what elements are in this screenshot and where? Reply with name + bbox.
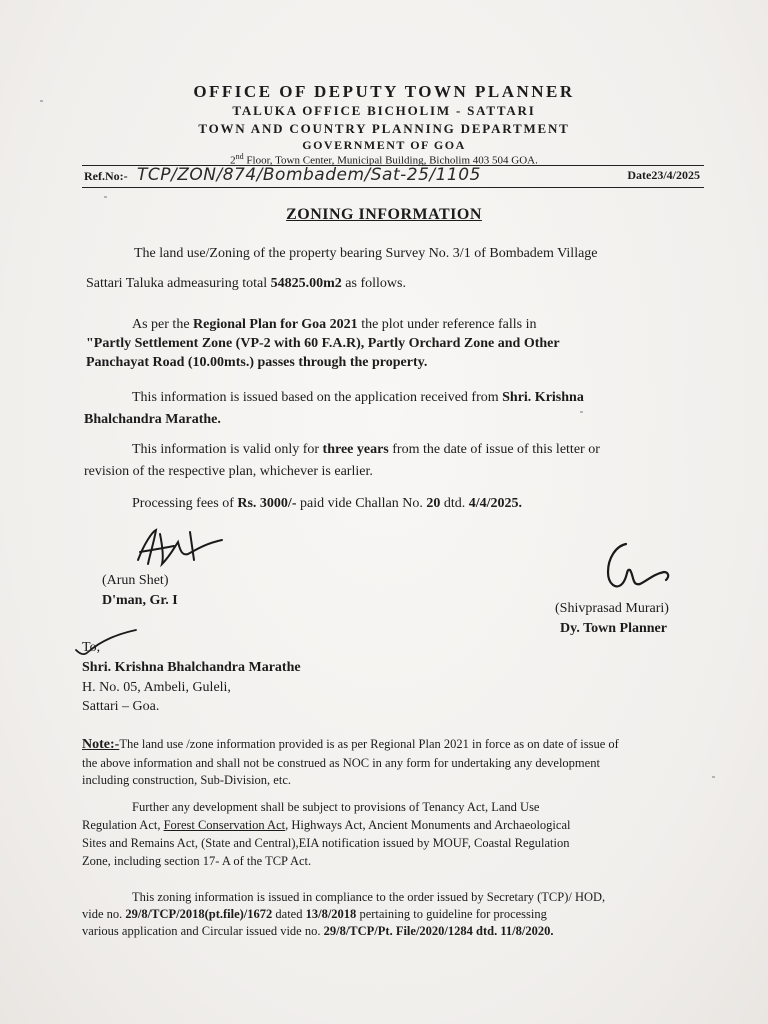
right-signatory-name: (Shivprasad Murari)	[555, 601, 669, 616]
ref-label: Ref.No:-	[84, 169, 128, 183]
para3-line1	[132, 391, 584, 405]
floor-number: 2	[230, 154, 236, 167]
para3-text: This information is issued based on the application received from	[132, 390, 503, 405]
further-line4: Zone, including section 17- A of the TCP Act.	[82, 854, 312, 868]
para2-line3: Panchayat Road (10.00mts.) passes through the property.	[86, 355, 428, 370]
note-line2: the above information and shall not be construed as NOC in any form for undertaking any development	[82, 756, 600, 770]
date-label: Date	[627, 168, 652, 182]
further-line3: Sites and Remains Act, (State and Central),EIA notification issued by MOUF, Coastal Regulation	[82, 836, 570, 850]
para2-line2: "Partly Settlement Zone (VP-2 with 60 F.A.R), Partly Orchard Zone and Other	[86, 336, 560, 351]
note-line1	[82, 737, 619, 753]
ref-number: TCP/ZON/874/Bombadem/Sat-25/1105	[137, 165, 481, 185]
taluka-office: TALUKA OFFICE BICHOLIM - SATTARI	[232, 103, 536, 118]
signature-shivprasad-murari	[596, 540, 676, 600]
area-value: 54825.00m2	[270, 276, 342, 291]
further-text-end: , Highways Act, Ancient Monuments and Archaeological	[285, 818, 571, 832]
applicant-name-part1: Shri. Krishna	[502, 390, 584, 405]
circular-number: 29/8/TCP/Pt. File/2020/1284 dtd. 11/8/2020.	[323, 924, 554, 938]
left-signatory-name: (Arun Shet)	[102, 573, 169, 588]
recipient-address-line1: H. No. 05, Ambeli, Guleli,	[82, 680, 231, 695]
compliance-line1: This zoning information is issued in compliance to the order issued by Secretary (TCP)/ HOD,	[132, 890, 606, 904]
document-title: ZONING INFORMATION	[286, 206, 482, 223]
office-title: OFFICE OF DEPUTY TOWN PLANNER	[193, 82, 575, 101]
recipient-name: Shri. Krishna Bhalchandra Marathe	[82, 660, 301, 675]
address-text: Floor, Town Center, Municipal Building, Bicholim 403 504 GOA.	[246, 154, 538, 167]
challan-date: 4/4/2025.	[468, 496, 523, 511]
fees-text: Processing fees of	[132, 496, 238, 511]
fees-line	[132, 497, 522, 511]
forest-act-underlined: Forest Conservation Act	[163, 818, 286, 832]
right-signatory-designation: Dy. Town Planner	[560, 621, 667, 636]
para1-line2	[86, 277, 406, 291]
compliance-line2	[82, 907, 547, 922]
order-number: 29/8/TCP/2018(pt.file)/1672	[125, 907, 273, 921]
left-signatory-designation: D'man, Gr. I	[102, 593, 178, 608]
para4-text-end: from the date of issue of this letter or	[388, 442, 600, 457]
para1-text-end: as follows.	[341, 276, 406, 291]
reference-bar	[82, 165, 704, 188]
ref-date	[627, 168, 700, 183]
order-date: 13/8/2018	[305, 907, 357, 921]
scan-speck	[580, 411, 583, 413]
regional-plan: Regional Plan for Goa 2021	[193, 317, 358, 332]
floor-suffix: nd	[235, 152, 244, 161]
further-line1: Further any development shall be subject to provisions of Tenancy Act, Land Use	[132, 800, 540, 814]
para4-line2: revision of the respective plan, whichever is earlier.	[84, 464, 373, 479]
department-name: TOWN AND COUNTRY PLANNING DEPARTMENT	[198, 121, 570, 136]
para2-text: As per the	[132, 317, 194, 332]
scan-speck	[712, 776, 715, 778]
validity-period: three years	[322, 442, 389, 457]
note-text1: The land use /zone information provided is as per Regional Plan 2021 in force as on date of issue of	[119, 737, 619, 751]
further-line2	[82, 818, 570, 833]
to-label: To,	[82, 640, 101, 655]
circular-text: various application and Circular issued vide no.	[82, 924, 324, 938]
dtd-text: dtd.	[440, 496, 469, 511]
scan-speck	[40, 100, 43, 102]
dated-text: dated	[272, 907, 306, 921]
note-label: Note:-	[82, 737, 120, 752]
compliance-line3	[82, 924, 553, 939]
date-value: 23/4/2025	[651, 168, 700, 182]
scan-speck	[104, 196, 107, 198]
para2-text-end: the plot under reference falls in	[357, 317, 537, 332]
para1-text: Sattari Taluka admeasuring total	[86, 276, 271, 291]
para3-line2: Bhalchandra Marathe.	[84, 412, 221, 427]
further-text: Regulation Act,	[82, 818, 164, 832]
challan-text: paid vide Challan No.	[296, 496, 427, 511]
government-name: GOVERNMENT OF GOA	[302, 138, 466, 152]
signature-arun-shet	[130, 524, 240, 574]
para4-text: This information is valid only for	[132, 442, 323, 457]
recipient-address-line2: Sattari – Goa.	[82, 699, 160, 714]
para1-line1: The land use/Zoning of the property bearing Survey No. 3/1 of Bombadem Village	[134, 246, 598, 261]
para2-line1	[132, 318, 537, 332]
compliance-text-end: pertaining to guideline for processing	[356, 907, 547, 921]
compliance-text: vide no.	[82, 907, 126, 921]
para4-line1	[132, 443, 600, 457]
challan-number: 20	[426, 496, 441, 511]
note-line3: including construction, Sub-Division, etc.	[82, 773, 292, 787]
fees-amount: Rs. 3000/-	[237, 496, 297, 511]
